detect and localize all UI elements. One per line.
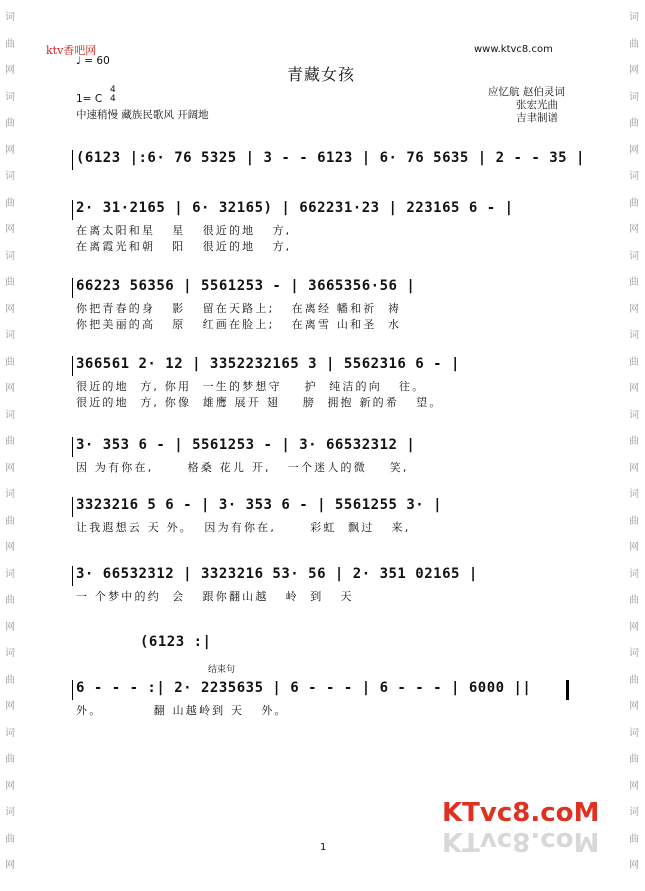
notation-line: 366561 2· 12 | 3352232165 3 | 5562316 6 - | [76,356,460,372]
watermark-char: 网 [5,542,15,553]
watermark-char: 网 [629,621,639,633]
watermark-char: 词 [5,330,15,341]
lyrics-verse-1: 一 个梦中的约 会 跟你翻山越 岭 到 天 [76,590,354,603]
watermark-char: 词 [5,727,15,739]
watermark-char: 网 [5,224,15,235]
watermark-char: 曲 [5,38,15,50]
song-title: 青藏女孩 [287,65,356,84]
watermark-char: 词 [629,171,639,182]
watermark-char: 曲 [629,118,639,129]
watermark-char: 词 [5,489,15,500]
watermark-char: 词 [5,171,15,182]
watermark-char: 网 [629,701,639,712]
watermark-char: 词 [5,12,15,23]
score-line [76,497,576,535]
watermark-char: 曲 [5,197,15,209]
lyrics-verse-2: 在离霞光和朝 阳 很近的地 方, [76,240,292,253]
watermark-char: 词 [629,409,639,421]
watermark-char: 曲 [5,436,15,447]
watermark-char: 网 [629,303,639,315]
watermark-char: 网 [629,224,639,235]
arranger-credit: 吉聿制谱 [516,112,558,124]
repeat-intro-notes: (6123 :| [140,634,212,650]
watermark-char: 词 [5,648,15,659]
watermark-char: 曲 [5,118,15,129]
watermark-char: 词 [629,250,639,262]
watermark-char: 网 [5,65,15,76]
lyrics-verse-1: 很近的地 方, 你用 一生的梦想守 护 纯洁的向 往。 [76,380,426,393]
watermark-char: 词 [629,12,639,23]
watermark-char: 曲 [629,38,639,50]
time-sig-bottom: 4 [110,94,116,104]
watermark-char: 网 [5,462,15,474]
watermark-char: 词 [629,568,639,580]
bar-line [72,150,73,170]
final-bar-line [566,680,569,700]
watermark-char: 词 [5,91,15,103]
watermark-char: 曲 [629,277,639,288]
bar-line [72,437,73,457]
tempo-marking: ♩ = 60 [76,55,110,67]
score-line [76,566,576,604]
watermark-char: 曲 [629,197,639,209]
watermark-char: 网 [5,780,15,792]
watermark-char: 词 [629,330,639,341]
bar-line [72,497,73,517]
watermark-char: 网 [5,701,15,712]
watermark-char: 曲 [629,754,639,765]
watermark-char: 曲 [629,356,639,368]
watermark-char: 曲 [5,833,15,845]
time-sig-top: 4 [110,85,116,95]
lyrics-verse-1: 你把青春的身 影 留在天路上; 在离经 幡和祈 祷 [76,302,402,315]
watermark-char: 曲 [629,595,639,606]
score-line [76,437,576,475]
score-line [76,150,585,166]
watermark-char: 词 [5,250,15,262]
watermark-char: 词 [629,648,639,659]
score-line [76,356,576,410]
bar-line [72,680,73,700]
notation-line: (6123 |:6· 76 5325 | 3 - - 6123 | 6· 76 5635 | 2 - - 35 | [76,150,585,166]
watermark-char: 曲 [629,515,639,527]
time-signature [110,86,116,104]
bar-line [72,278,73,298]
performance-style: 中速稍慢 藏族民歌风 开阔地 [76,109,209,121]
bar-line [72,356,73,376]
brand-logo: KTvc8.coM [442,798,600,828]
lyrics-verse-1: 因 为有你在, 格桑 花儿 开, 一个迷人的微 笑, [76,461,409,474]
watermark-char: 网 [629,542,639,553]
watermark-char: 网 [629,144,639,156]
lyrics-verse-1: 在离太阳和星 星 很近的地 方, [76,224,292,237]
watermark-char: 曲 [5,277,15,288]
site-url[interactable]: www.ktvc8.com [474,44,553,55]
bar-line [72,200,73,220]
watermark-char: 曲 [5,674,15,686]
watermark-char: 网 [629,383,639,394]
watermark-char: 曲 [5,595,15,606]
right-watermark [626,0,642,891]
watermark-char: 网 [5,383,15,394]
notation-line: 3· 66532312 | 3323216 53· 56 | 2· 351 02165 | [76,566,478,582]
site-logo[interactable]: ktv香吧网 [46,44,97,57]
watermark-char: 词 [5,409,15,421]
lyricist-credit: 应忆航 赵伯灵词 [488,86,565,98]
left-watermark [2,0,18,891]
key-signature: 1= C [76,93,103,105]
watermark-char: 网 [629,65,639,76]
watermark-char: 曲 [629,674,639,686]
watermark-char: 词 [629,727,639,739]
notation-line: 66223 56356 | 5561253 - | 3665356·56 | [76,278,416,294]
watermark-char: 曲 [5,515,15,527]
page-number: 1 [320,842,327,853]
ending-label: 结束句 [208,665,236,675]
composer-credit: 张宏光曲 [516,99,558,111]
watermark-char: 词 [629,489,639,500]
watermark-char: 网 [629,462,639,474]
score-line [76,278,576,332]
watermark-char: 网 [629,860,639,871]
bar-line [72,566,73,586]
notation-line: 2· 31·2165 | 6· 32165) | 662231·23 | 223165 6 - | [76,200,514,216]
watermark-char: 网 [5,860,15,871]
lyrics-verse-2: 很近的地 方, 你像 雄鹰 展开 翅 膀 拥抱 新的希 望。 [76,396,443,409]
watermark-char: 网 [5,621,15,633]
lyrics-verse-2: 你把美丽的高 原 红画在脸上; 在离雪 山和圣 水 [76,318,402,331]
score-line [76,200,576,254]
watermark-char: 网 [5,303,15,315]
notation-line: 3323216 5 6 - | 3· 353 6 - | 5561255 3· | [76,497,443,513]
lyrics-verse-1: 让我遐想云 天 外。 因为有你在, 彩虹 飘过 来, [76,521,411,534]
brand-logo-reflection: KTvc8.coM [442,826,600,856]
lyrics-verse-1: 外。 翻 山越岭到 天 外。 [76,704,288,717]
watermark-char: 曲 [5,356,15,368]
watermark-char: 网 [629,780,639,792]
notation-line: 6 - - - :| 2· 2235635 | 6 - - - | 6 - - - | 6000 || [76,680,532,696]
watermark-char: 曲 [629,436,639,447]
watermark-char: 网 [5,144,15,156]
watermark-char: 词 [5,807,15,818]
watermark-char: 词 [629,807,639,818]
watermark-char: 曲 [629,833,639,845]
score-line [76,634,576,718]
watermark-char: 词 [5,568,15,580]
watermark-char: 曲 [5,754,15,765]
notation-line: 3· 353 6 - | 5561253 - | 3· 66532312 | [76,437,416,453]
watermark-char: 词 [629,91,639,103]
